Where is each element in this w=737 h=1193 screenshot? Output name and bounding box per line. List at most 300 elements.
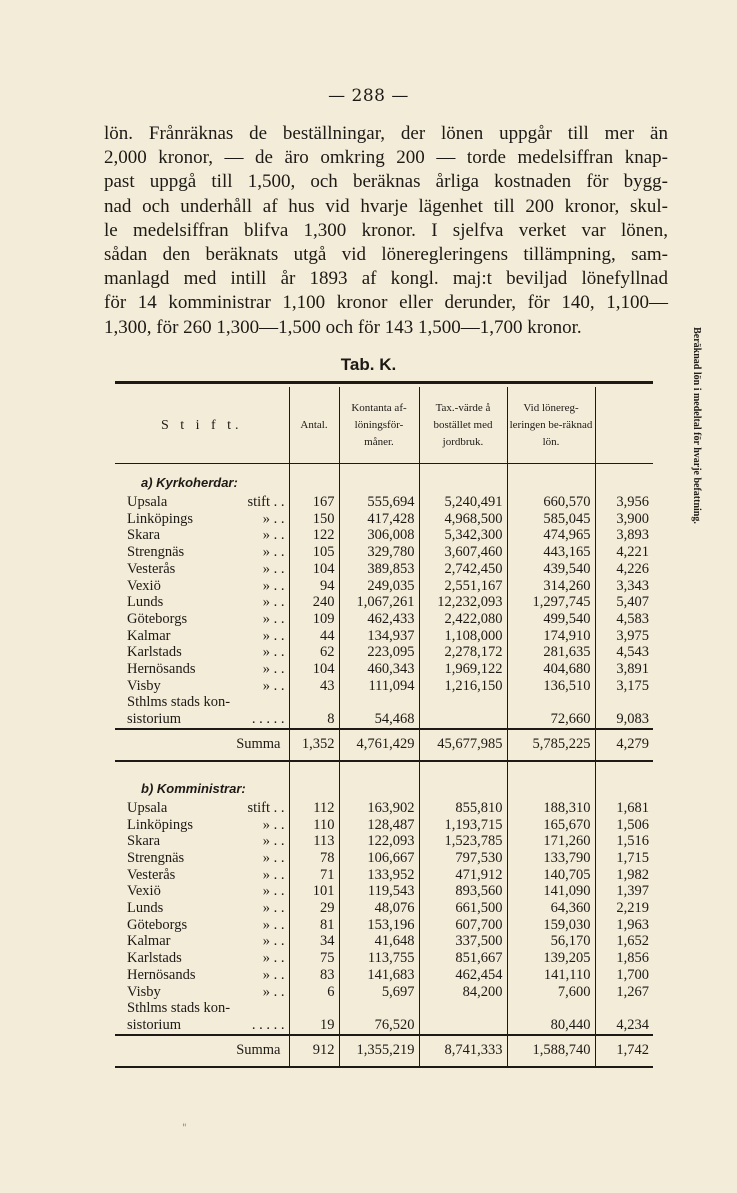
stift-mark: » . . [262, 950, 285, 967]
stift-mark: stift . . [247, 494, 285, 510]
kontanta-cell: 111,094 [339, 678, 419, 695]
vid-cell: 140,705 [507, 867, 595, 884]
vid-cell: 159,030 [507, 917, 595, 934]
stift-mark: » . . [262, 883, 285, 900]
table-row [115, 511, 653, 528]
antal-cell: 71 [289, 867, 339, 884]
empty-cell [507, 761, 595, 770]
empty-cell [507, 464, 595, 495]
stift-cell [115, 711, 289, 729]
stift-name: Linköpings [127, 816, 194, 833]
stift-mark: » . . [262, 866, 285, 883]
kontanta-cell: 133,952 [339, 867, 419, 884]
vid-cell: 136,510 [507, 678, 595, 695]
stift-name: Skara [127, 833, 161, 850]
antal-cell: 44 [289, 628, 339, 645]
tax-cell [419, 694, 507, 711]
header-row [115, 387, 653, 464]
medel-cell: 1,963 [595, 917, 653, 934]
stift-mark: » . . [262, 916, 285, 933]
stift-name: Visby [127, 677, 161, 694]
table-row [115, 661, 653, 678]
header-kontanta: Kontanta af-löningsför-måner. [339, 387, 419, 464]
vid-cell: 56,170 [507, 933, 595, 950]
table-row [115, 678, 653, 695]
summa-medel: 1,742 [595, 1035, 653, 1067]
antal-cell: 6 [289, 984, 339, 1001]
vid-cell: 139,205 [507, 950, 595, 967]
antal-cell: 105 [289, 544, 339, 561]
table-row [115, 628, 653, 645]
stift-mark: » . . [262, 610, 285, 627]
table-row [115, 578, 653, 595]
medel-cell: 9,083 [595, 711, 653, 729]
vid-cell: 174,910 [507, 628, 595, 645]
empty-cell [339, 761, 419, 770]
antal-cell: 167 [289, 494, 339, 511]
antal-cell: 112 [289, 800, 339, 817]
stift-mark: » . . [262, 594, 285, 611]
stift-cell [115, 900, 289, 917]
kontanta-cell: 249,035 [339, 578, 419, 595]
summa-row [115, 1035, 653, 1067]
stift-mark: » . . [262, 983, 285, 1000]
summa-label: Summa [115, 729, 289, 761]
antal-cell: 94 [289, 578, 339, 595]
vid-cell: 314,260 [507, 578, 595, 595]
medel-cell: 1,715 [595, 850, 653, 867]
tax-cell: 1,969,122 [419, 661, 507, 678]
tax-cell: 4,968,500 [419, 511, 507, 528]
summa-tax: 8,741,333 [419, 1035, 507, 1067]
vid-cell [507, 1000, 595, 1017]
table-row [115, 611, 653, 628]
empty-cell [339, 770, 419, 800]
medel-cell [595, 1000, 653, 1017]
kontanta-cell: 122,093 [339, 833, 419, 850]
stift-mark: » . . [262, 661, 285, 678]
tax-cell: 84,200 [419, 984, 507, 1001]
stift-mark: » . . [262, 849, 285, 866]
medel-cell: 3,175 [595, 678, 653, 695]
table-row [115, 594, 653, 611]
stift-mark: » . . [262, 577, 285, 594]
tax-cell: 851,667 [419, 950, 507, 967]
tax-cell: 5,342,300 [419, 527, 507, 544]
stift-name: Kalmar [127, 933, 171, 950]
table-row [115, 711, 653, 729]
medel-cell: 1,856 [595, 950, 653, 967]
medel-cell: 4,543 [595, 644, 653, 661]
vid-cell: 1,297,745 [507, 594, 595, 611]
header-antal: Antal. [289, 387, 339, 464]
table-row [115, 917, 653, 934]
medel-cell: 1,516 [595, 833, 653, 850]
antal-cell: 19 [289, 1017, 339, 1035]
margin-mark: " [182, 1123, 187, 1134]
stift-name: Vesterås [127, 866, 176, 883]
medel-cell: 1,652 [595, 933, 653, 950]
empty-cell [339, 464, 419, 495]
table-row [115, 984, 653, 1001]
stift-name: Hernösands [127, 966, 196, 983]
medel-cell: 5,407 [595, 594, 653, 611]
tax-cell: 471,912 [419, 867, 507, 884]
stift-cell [115, 917, 289, 934]
kontanta-cell [339, 694, 419, 711]
table-title: Tab. K. [340, 355, 397, 374]
stift-mark: » . . [262, 833, 285, 850]
antal-cell: 8 [289, 711, 339, 729]
kontanta-cell: 106,667 [339, 850, 419, 867]
tax-cell: 607,700 [419, 917, 507, 934]
table-row [115, 833, 653, 850]
stift-name: Skara [127, 527, 161, 544]
antal-cell: 34 [289, 933, 339, 950]
table-row [115, 1000, 653, 1017]
stift-name: Göteborgs [127, 916, 188, 933]
summa-tax: 45,677,985 [419, 729, 507, 761]
stift-mark: » . . [262, 527, 285, 544]
paragraph-line: manlagd med intill år 1893 af kongl. maj:t beviljad lönefyllnad [104, 268, 668, 290]
kontanta-cell: 119,543 [339, 883, 419, 900]
stift-cell [115, 817, 289, 834]
stift-mark: » . . [262, 677, 285, 694]
vid-cell: 404,680 [507, 661, 595, 678]
empty-cell [419, 761, 507, 770]
summa-label: Summa [115, 1035, 289, 1067]
body-paragraph [104, 122, 668, 340]
stift-cell [115, 867, 289, 884]
table-row [115, 967, 653, 984]
header-vid: Vid lönereg-leringen be-räknad lön. [507, 387, 595, 464]
table-row [115, 800, 653, 817]
summa-antal: 1,352 [289, 729, 339, 761]
stift-cell [115, 833, 289, 850]
medel-cell: 1,506 [595, 817, 653, 834]
tax-cell: 12,232,093 [419, 594, 507, 611]
vid-cell: 141,090 [507, 883, 595, 900]
stift-cell [115, 611, 289, 628]
medel-cell: 1,982 [595, 867, 653, 884]
kontanta-cell: 389,853 [339, 561, 419, 578]
stift-mark: » . . [262, 560, 285, 577]
antal-cell: 110 [289, 817, 339, 834]
empty-cell [595, 770, 653, 800]
header-beraknad-text: Beräknad lön i medeltal för hvarje befattning. [690, 326, 702, 524]
table-row [115, 494, 653, 511]
stift-name: Linköpings [127, 510, 194, 527]
stift-name: Karlstads [127, 644, 182, 661]
medel-cell: 4,226 [595, 561, 653, 578]
medel-cell: 4,583 [595, 611, 653, 628]
stift-cell [115, 578, 289, 595]
tax-cell: 2,551,167 [419, 578, 507, 595]
stift-name: Visby [127, 983, 161, 1000]
vid-cell: 171,260 [507, 833, 595, 850]
table-row [115, 950, 653, 967]
stift-name: Lunds [127, 594, 164, 611]
stift-mark: . . . . . [251, 711, 285, 728]
table-row [115, 850, 653, 867]
medel-cell: 1,267 [595, 984, 653, 1001]
antal-cell: 109 [289, 611, 339, 628]
kontanta-cell: 306,008 [339, 527, 419, 544]
medel-cell: 3,975 [595, 628, 653, 645]
stift-cell [115, 561, 289, 578]
kontanta-cell: 555,694 [339, 494, 419, 511]
stift-mark: . . . . . [251, 1016, 285, 1033]
tax-cell [419, 711, 507, 729]
stift-cell [115, 628, 289, 645]
vid-cell: 188,310 [507, 800, 595, 817]
stift-cell [115, 1017, 289, 1035]
stift-cell [115, 1000, 289, 1017]
paragraph-line: 2,000 kronor, — de äro omkring 200 — torde medelsiffran knap- [104, 147, 668, 169]
antal-cell: 240 [289, 594, 339, 611]
stift-name: Hernösands [127, 661, 196, 678]
stift-name: Göteborgs [127, 610, 188, 627]
stift-mark: stift . . [247, 799, 285, 816]
vid-cell: 165,670 [507, 817, 595, 834]
medel-cell: 2,219 [595, 900, 653, 917]
tax-cell: 855,810 [419, 800, 507, 817]
kontanta-cell: 54,468 [339, 711, 419, 729]
tax-cell: 893,560 [419, 883, 507, 900]
tax-cell: 1,193,715 [419, 817, 507, 834]
stift-name: Upsala [127, 494, 168, 510]
tax-cell: 1,108,000 [419, 628, 507, 645]
vid-cell [507, 694, 595, 711]
stift-name: Sthlms stads kon- [127, 1000, 231, 1017]
antal-cell [289, 694, 339, 711]
vid-cell: 64,360 [507, 900, 595, 917]
stift-name: Vesterås [127, 560, 176, 577]
summa-medel: 4,279 [595, 729, 653, 761]
stift-cell [115, 694, 289, 711]
medel-cell [595, 694, 653, 711]
stift-cell [115, 511, 289, 528]
tax-cell [419, 1017, 507, 1035]
summa-vid: 1,588,740 [507, 1035, 595, 1067]
kontanta-cell: 462,433 [339, 611, 419, 628]
vid-cell: 133,790 [507, 850, 595, 867]
stift-cell [115, 800, 289, 817]
tax-cell: 462,454 [419, 967, 507, 984]
table-row [115, 933, 653, 950]
stift-name: sistorium [127, 711, 181, 728]
medel-cell: 3,893 [595, 527, 653, 544]
antal-cell: 75 [289, 950, 339, 967]
medel-cell: 4,234 [595, 1017, 653, 1035]
stift-cell [115, 527, 289, 544]
antal-cell: 83 [289, 967, 339, 984]
kontanta-cell: 48,076 [339, 900, 419, 917]
kontanta-cell: 141,683 [339, 967, 419, 984]
antal-cell: 62 [289, 644, 339, 661]
paragraph-line: för 14 komministrar 1,100 kronor eller derunder, för 140, 1,100— [104, 292, 668, 314]
paragraph-line: le medelsiffran blifva 1,300 kronor. I sjelfva verket var lönen, [104, 219, 668, 241]
paragraph-line: sådan den beräknats utgå vid löneregleringens tillämpning, sam- [104, 244, 668, 266]
tax-cell: 2,422,080 [419, 611, 507, 628]
tax-cell: 1,523,785 [419, 833, 507, 850]
table-row [115, 900, 653, 917]
paragraph-line: lön. Frånräknas de beställningar, der lönen uppgår till mer än [104, 123, 668, 144]
kontanta-cell: 128,487 [339, 817, 419, 834]
summa-antal: 912 [289, 1035, 339, 1067]
stift-cell [115, 544, 289, 561]
table-row [115, 817, 653, 834]
antal-cell [289, 1000, 339, 1017]
tax-cell [419, 1000, 507, 1017]
section-header-row [115, 464, 653, 495]
medel-cell: 3,956 [595, 494, 653, 511]
medel-cell: 4,221 [595, 544, 653, 561]
table-row [115, 1017, 653, 1035]
table-body [115, 464, 653, 1067]
spacer-row [115, 761, 653, 770]
summa-kontanta: 1,355,219 [339, 1035, 419, 1067]
medel-cell: 3,900 [595, 511, 653, 528]
stift-cell [115, 494, 289, 511]
header-tax: Tax.-värde å bostället med jordbruk. [419, 387, 507, 464]
antal-cell: 104 [289, 561, 339, 578]
stift-mark: » . . [262, 544, 285, 561]
stift-name: Vexiö [127, 577, 161, 594]
vid-cell: 7,600 [507, 984, 595, 1001]
vid-cell: 80,440 [507, 1017, 595, 1035]
empty-cell [419, 770, 507, 800]
stift-cell [115, 933, 289, 950]
medel-cell: 3,343 [595, 578, 653, 595]
vid-cell: 141,110 [507, 967, 595, 984]
vid-cell: 499,540 [507, 611, 595, 628]
empty-cell [595, 464, 653, 495]
stift-name: Vexiö [127, 883, 161, 900]
stift-mark: » . . [262, 816, 285, 833]
kontanta-cell: 1,067,261 [339, 594, 419, 611]
antal-cell: 78 [289, 850, 339, 867]
stift-cell [115, 850, 289, 867]
section-header-row [115, 770, 653, 800]
kontanta-cell: 134,937 [339, 628, 419, 645]
paragraph-line: past uppgå till 1,500, och beräknas årliga kostnaden för bygg- [104, 171, 668, 193]
summa-kontanta: 4,761,429 [339, 729, 419, 761]
antal-cell: 104 [289, 661, 339, 678]
vid-cell: 72,660 [507, 711, 595, 729]
antal-cell: 43 [289, 678, 339, 695]
antal-cell: 29 [289, 900, 339, 917]
stift-mark: » . . [262, 510, 285, 527]
tax-cell: 661,500 [419, 900, 507, 917]
medel-cell: 1,700 [595, 967, 653, 984]
paragraph-line: nad och underhåll af hus vid hvarje lägenhet till 200 kronor, skul- [104, 195, 668, 217]
empty-cell [115, 761, 289, 770]
empty-cell [289, 770, 339, 800]
summa-vid: 5,785,225 [507, 729, 595, 761]
vid-cell: 660,570 [507, 494, 595, 511]
vid-cell: 281,635 [507, 644, 595, 661]
kontanta-cell: 460,343 [339, 661, 419, 678]
tax-cell: 1,216,150 [419, 678, 507, 695]
table-row [115, 883, 653, 900]
section-label: b) Komministrar: [141, 781, 246, 797]
stift-name: Sthlms stads kon- [127, 694, 231, 711]
stift-name: Kalmar [127, 627, 171, 644]
kontanta-cell: 113,755 [339, 950, 419, 967]
medel-cell: 3,891 [595, 661, 653, 678]
tax-cell: 2,742,450 [419, 561, 507, 578]
vid-cell: 443,165 [507, 544, 595, 561]
empty-cell [419, 464, 507, 495]
antal-cell: 122 [289, 527, 339, 544]
stift-mark: » . . [262, 933, 285, 950]
empty-cell [507, 770, 595, 800]
page-number: — 288 — [328, 86, 409, 106]
kontanta-cell: 329,780 [339, 544, 419, 561]
section-label: a) Kyrkoherdar: [141, 475, 238, 491]
stift-name: Upsala [127, 799, 168, 816]
stift-cell [115, 984, 289, 1001]
kontanta-cell: 223,095 [339, 644, 419, 661]
stift-cell [115, 883, 289, 900]
empty-cell [289, 464, 339, 495]
tax-cell: 797,530 [419, 850, 507, 867]
kontanta-cell: 163,902 [339, 800, 419, 817]
antal-cell: 113 [289, 833, 339, 850]
stift-mark: » . . [262, 627, 285, 644]
tax-cell: 337,500 [419, 933, 507, 950]
kontanta-cell: 417,428 [339, 511, 419, 528]
tax-cell: 2,278,172 [419, 644, 507, 661]
antal-cell: 150 [289, 511, 339, 528]
tax-cell: 5,240,491 [419, 494, 507, 511]
table-row [115, 544, 653, 561]
stift-cell [115, 678, 289, 695]
stift-cell [115, 967, 289, 984]
stift-cell [115, 661, 289, 678]
vid-cell: 439,540 [507, 561, 595, 578]
paragraph-line: 1,300, för 260 1,300—1,500 och för 143 1,500—1,700 kronor. [104, 316, 582, 338]
empty-cell [595, 761, 653, 770]
stift-cell [115, 644, 289, 661]
table-row [115, 644, 653, 661]
stift-name: sistorium [127, 1016, 181, 1033]
antal-cell: 101 [289, 883, 339, 900]
medel-cell: 1,397 [595, 883, 653, 900]
kontanta-cell [339, 1000, 419, 1017]
kontanta-cell: 5,697 [339, 984, 419, 1001]
stift-mark: » . . [262, 966, 285, 983]
stift-name: Strengnäs [127, 544, 185, 561]
table-row [115, 527, 653, 544]
stift-name: Karlstads [127, 950, 182, 967]
stift-mark: » . . [262, 900, 285, 917]
stift-cell [115, 594, 289, 611]
empty-cell [289, 761, 339, 770]
stift-mark: » . . [262, 644, 285, 661]
stift-name: Lunds [127, 900, 164, 917]
summa-row [115, 729, 653, 761]
top-rule [115, 381, 653, 384]
vid-cell: 585,045 [507, 511, 595, 528]
table-row [115, 867, 653, 884]
stift-name: Strengnäs [127, 849, 185, 866]
stift-cell [115, 950, 289, 967]
kontanta-cell: 76,520 [339, 1017, 419, 1035]
table-row [115, 561, 653, 578]
vid-cell: 474,965 [507, 527, 595, 544]
